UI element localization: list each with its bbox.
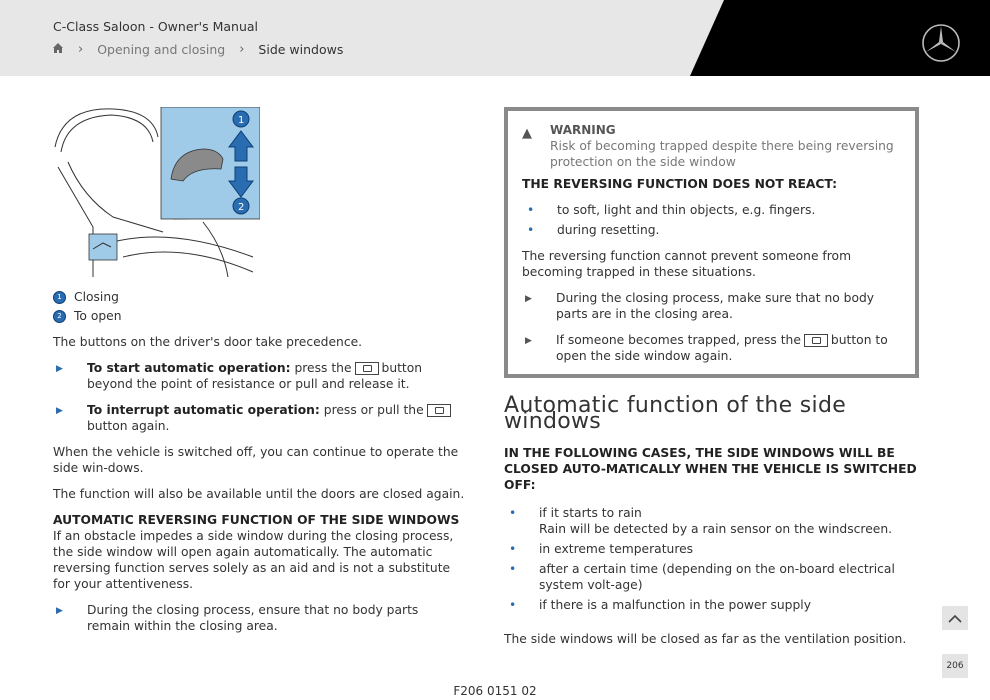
breadcrumb-opening-closing[interactable]: Opening and closing: [97, 42, 226, 57]
chevron-right-icon: ›: [78, 42, 84, 57]
bullet-dot-icon: •: [509, 562, 517, 576]
legend-label: To open: [74, 309, 122, 323]
list-item: [522, 202, 901, 218]
warning-header: [522, 122, 901, 170]
header: [0, 0, 990, 76]
legend-label: Closing: [74, 290, 119, 304]
mercedes-star-icon: [921, 23, 961, 67]
instruction-item: [53, 402, 465, 434]
instruction-text: During the closing process, make sure that no body parts are in the closing area.: [556, 291, 875, 321]
warning-label: WARNING: [550, 123, 616, 137]
chevron-right-icon: ›: [239, 42, 245, 57]
list-item: [504, 505, 919, 537]
legend-item: [53, 308, 465, 324]
triangle-bullet-icon: ▶: [525, 336, 532, 346]
svg-text:1: 1: [238, 115, 245, 126]
instruction-text: button beyond the point of resistance or pull and release it.: [87, 361, 423, 391]
bullet-dot-icon: •: [527, 203, 535, 217]
section-heading: IN THE FOLLOWING CASES, THE SIDE WINDOWS WILL BE CLOSED AUTO-MATICALLY WHEN THE VEHICLE IS SWITCHED OFF:: [504, 446, 917, 492]
callout-2-badge: 2: [53, 310, 66, 323]
breadcrumb-side-windows: Side windows: [258, 42, 344, 57]
instruction-text: button again.: [87, 419, 170, 433]
window-switch-icon: [355, 362, 379, 375]
list-item-text: if it starts to rain: [539, 506, 642, 520]
breadcrumb: [52, 42, 343, 57]
instruction-bold: To interrupt automatic operation:: [87, 403, 320, 417]
warning-heading: THE REVERSING FUNCTION DOES NOT REACT:: [522, 177, 838, 191]
window-switch-icon: [427, 404, 451, 417]
list-item: [522, 222, 901, 238]
instruction-text: If someone becomes trapped, press the: [556, 333, 801, 347]
warning-subtitle: Risk of becoming trapped despite there being reversing protection on the side window: [550, 139, 894, 169]
list-item: [504, 597, 919, 613]
illustration-legend: [53, 289, 465, 324]
instruction-bold: To start automatic operation:: [87, 361, 291, 375]
instruction-item: [53, 360, 465, 392]
paragraph: The function will also be available until the doors are closed again.: [53, 487, 465, 501]
legend-item: [53, 289, 465, 305]
list-item-note: Rain will be detected by a rain sensor on the windscreen.: [539, 522, 893, 536]
list-item-text: if there is a malfunction in the power supply: [539, 598, 811, 612]
scroll-to-top-button[interactable]: [942, 606, 968, 630]
paragraph: If an obstacle impedes a side window during the closing process, the side window will open again automatically. The automatic reversing function serves solely as an aid and is not a substitute for your attentiveness.: [53, 529, 454, 591]
figure-code: F206 0151 02: [453, 684, 537, 698]
paragraph: The side windows will be closed as far as the ventilation position.: [504, 632, 907, 646]
manual-title: C-Class Saloon - Owner's Manual: [53, 19, 258, 34]
paragraph: The buttons on the driver's door take precedence.: [53, 335, 363, 349]
triangle-bullet-icon: ▶: [56, 364, 63, 374]
warning-triangle-icon: ▲: [522, 126, 532, 141]
instruction-text: press the: [294, 361, 352, 375]
instruction-text: During the closing process, ensure that no body parts remain within the closing area.: [87, 603, 419, 633]
svg-text:2: 2: [238, 202, 245, 213]
instruction-text: button to open the side window again.: [556, 333, 888, 363]
bullet-dot-icon: •: [509, 598, 517, 612]
list-item-text: after a certain time (depending on the on-board electrical system volt-age): [539, 562, 895, 592]
instruction-item: [53, 602, 465, 634]
bullet-dot-icon: •: [509, 542, 517, 556]
right-column: [504, 107, 919, 657]
list-item-text: during resetting.: [557, 223, 660, 237]
list-item-text: in extreme temperatures: [539, 542, 694, 556]
paragraph: When the vehicle is switched off, you can continue to operate the side win-dows.: [53, 445, 459, 475]
warning-list: [522, 202, 901, 238]
instruction-item: [522, 290, 901, 322]
warning-paragraph: The reversing function cannot prevent someone from becoming trapped in these situations.: [522, 249, 852, 279]
triangle-bullet-icon: ▶: [56, 606, 63, 616]
section-heading: AUTOMATIC REVERSING FUNCTION OF THE SIDE WINDOWS: [53, 513, 460, 527]
warning-box: [504, 107, 919, 378]
auto-close-list: [504, 505, 919, 613]
chevron-up-icon: [948, 614, 962, 623]
instruction-item: [522, 332, 901, 364]
home-icon[interactable]: [52, 42, 64, 57]
window-switch-icon: [804, 334, 828, 347]
list-item-text: to soft, light and thin objects, e.g. fingers.: [557, 203, 816, 217]
bullet-dot-icon: •: [527, 223, 535, 237]
left-column: [53, 107, 465, 644]
section-title: Automatic function of the side windows: [504, 393, 847, 434]
triangle-bullet-icon: ▶: [525, 294, 532, 304]
instruction-text: press or pull the: [323, 403, 424, 417]
callout-1-badge: 1: [53, 291, 66, 304]
bullet-dot-icon: •: [509, 506, 517, 520]
list-item: [504, 541, 919, 557]
list-item: [504, 561, 919, 593]
triangle-bullet-icon: ▶: [56, 406, 63, 416]
door-switch-illustration: [53, 107, 260, 277]
page-number-badge[interactable]: 206: [942, 654, 968, 678]
